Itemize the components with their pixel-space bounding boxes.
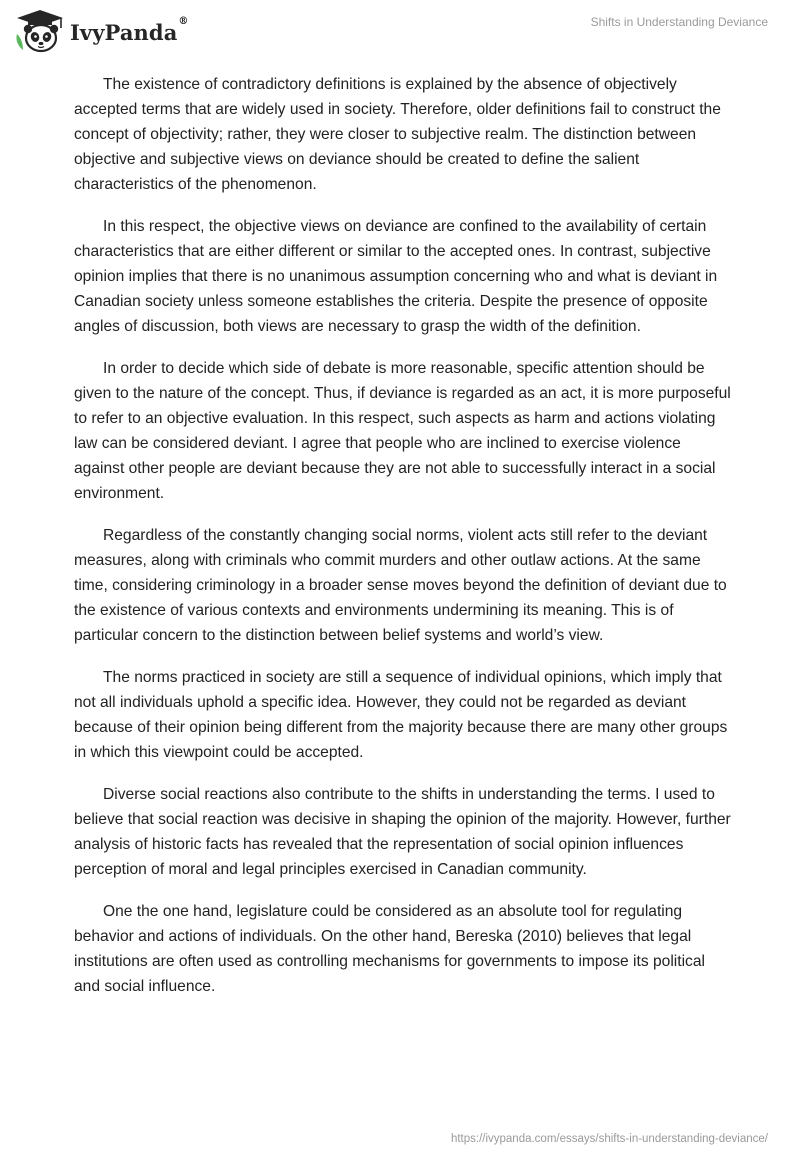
- page-header: [0, 0, 800, 60]
- registered-mark: ®: [178, 15, 189, 27]
- paragraph: In order to decide which side of debate is more reasonable, specific attention should be given to the nature of the concept. Thus, if deviance is regarded as an act, it is more purposeful to refer to an objective evaluation. In this respect, such aspects as harm and actions violating law can be considered deviant. I agree that people who are inclined to exercise violence against other people are deviant because they are not able to successfully interact in a social environment.: [74, 360, 731, 502]
- paragraph: Diverse social reactions also contribute to the shifts in understanding the terms. I used to believe that social reaction was decisive in shaping the opinion of the majority. However, further analysis of historic facts has revealed that the representation of social opinion influences perception of moral and legal principles exercised in Canadian community.: [74, 786, 731, 878]
- paragraph: The norms practiced in society are still a sequence of individual opinions, which imply that not all individuals uphold a specific idea. However, they could not be regarded as deviant because of their opinion being different from the majority because there are many other groups in which this viewpoint could be accepted.: [74, 669, 728, 761]
- document-title: Shifts in Understanding Deviance: [590, 15, 768, 29]
- source-url-link[interactable]: https://ivypanda.com/essays/shifts-in-understanding-deviance/: [450, 1133, 768, 1145]
- brand-name: IvyPanda®: [70, 15, 189, 45]
- essay-body: [74, 72, 734, 1016]
- paragraph: Regardless of the constantly changing social norms, violent acts still refer to the deviant measures, along with criminals who commit murders and other outlaw actions. At the same time, considering criminology in a broader sense moves beyond the definition of deviant due to the existence of various contexts and environments undermining its meaning. This is of particular concern to the distinction between belief systems and world’s view.: [74, 527, 727, 644]
- brand-logo[interactable]: [14, 8, 189, 54]
- paragraph: The existence of contradictory definitions is explained by the absence of objectively accepted terms that are widely used in society. Therefore, older definitions fail to construct the concept of objectivity; rather, they were closer to subjective realm. The distinction between objective and subjective views on deviance should be created to define the salient characteristics of the phenomenon.: [74, 76, 721, 193]
- paragraph: In this respect, the objective views on deviance are confined to the availability of certain characteristics that are either different or similar to the accepted ones. In contrast, subjective opinion implies that there is no unanimous assumption concerning who and what is deviant in Canadian society unless someone establishes the criteria. Despite the presence of opposite angles of discussion, both views are necessary to grasp the width of the definition.: [74, 218, 718, 335]
- paragraph: One the one hand, legislature could be considered as an absolute tool for regulating behavior and actions of individuals. On the other hand, Bereska (2010) believes that legal institutions are often used as controlling mechanisms for governments to impose its political and social influence.: [74, 903, 705, 995]
- panda-logo-icon: [14, 8, 66, 54]
